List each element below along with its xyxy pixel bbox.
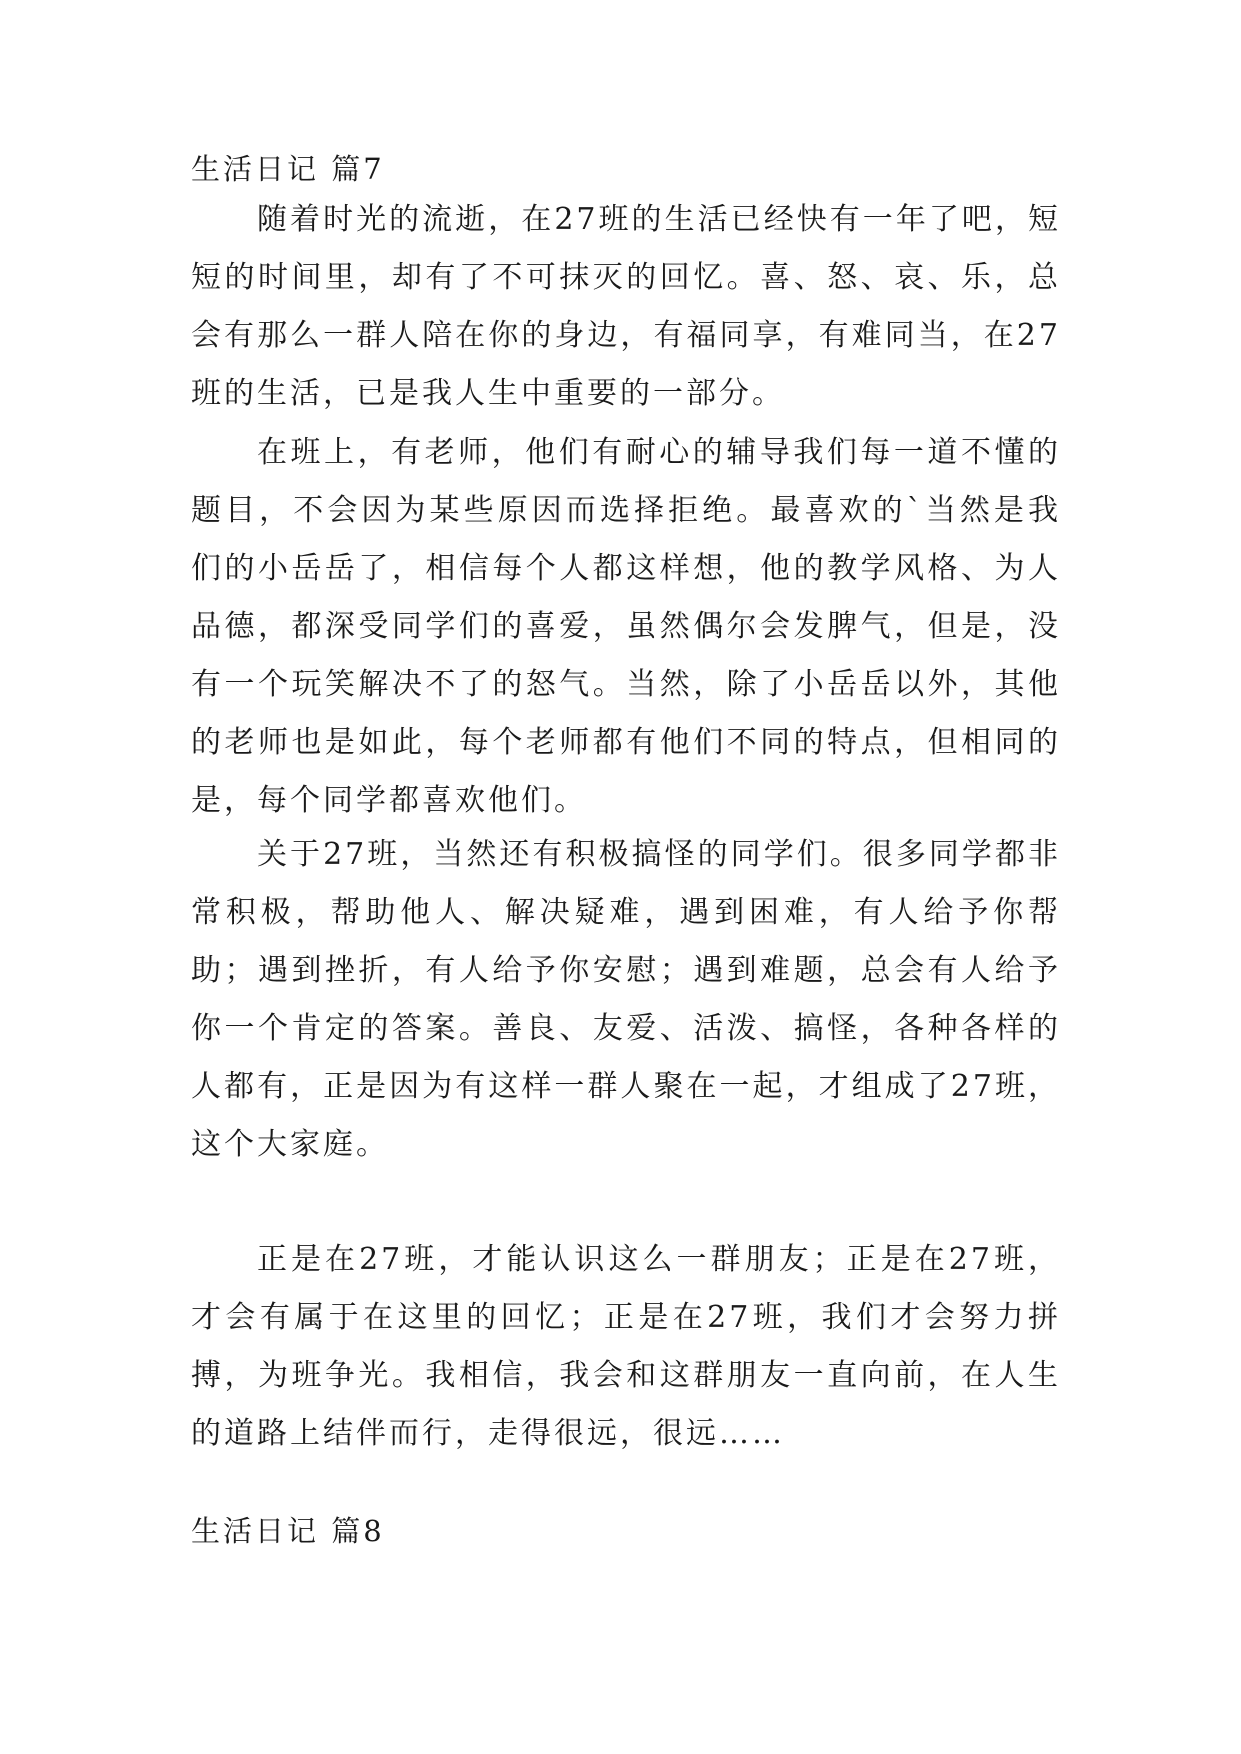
paragraph: 随着时光的流逝，在27班的生活已经快有一年了吧，短短的时间里，却有了不可抹灭的回忆。喜、怒、哀、乐，总会有那么一群人陪在你的身边，有福同享，有难同当，在27班的生活，已是我人生中重要的一部分。 <box>191 202 1061 411</box>
paragraph: 关于27班，当然还有积极搞怪的同学们。很多同学都非常积极，帮助他人、解决疑难，遇到困难，有人给予你帮助；遇到挫折，有人给予你安慰；遇到难题，总会有人给予你一个肯定的答案。善良、友爱、活泼、搞怪，各种各样的人都有，正是因为有这样一群人聚在一起，才组成了27班，这个大家庭。 <box>191 837 1061 1162</box>
section-heading: 生活日记 篇8 <box>191 1514 385 1548</box>
paragraph: 在班上，有老师，他们有耐心的辅导我们每一道不懂的题目，不会因为某些原因而选择拒绝。最喜欢的`当然是我们的小岳岳了，相信每个人都这样想，他的教学风格、为人品德，都深受同学们的喜爱，虽然偶尔会发脾气，但是，没有一个玩笑解决不了的怒气。当然，除了小岳岳以外，其他的老师也是如此，每个老师都有他们不同的特点，但相同的是，每个同学都喜欢他们。 <box>191 435 1061 818</box>
paragraph: 正是在27班，才能认识这么一群朋友；正是在27班，才会有属于在这里的回忆；正是在27班，我们才会努力拼搏，为班争光。我相信，我会和这群朋友一直向前，在人生的道路上结伴而行，走得很远，很远…… <box>191 1242 1061 1451</box>
section-heading: 生活日记 篇7 <box>191 152 385 186</box>
